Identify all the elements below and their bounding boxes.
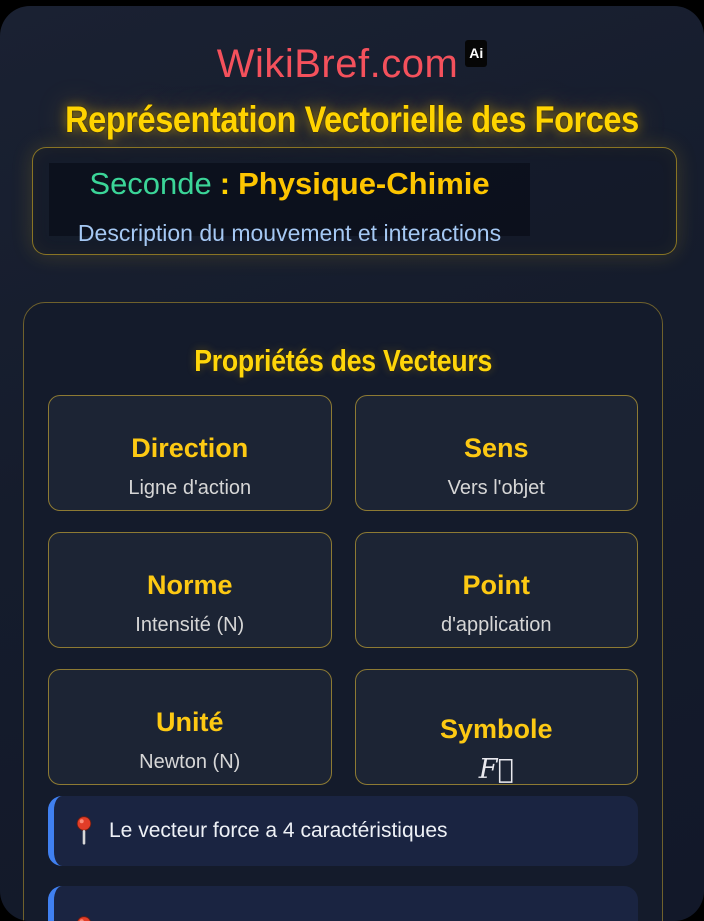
course-info-box xyxy=(32,147,677,255)
note-characteristics xyxy=(48,796,638,866)
property-subtitle: Intensité (N) xyxy=(135,613,245,636)
property-subtitle: Vers l'objet xyxy=(447,476,545,499)
property-title: Symbole xyxy=(439,713,553,744)
property-card-symbole xyxy=(355,669,639,785)
course-level-line xyxy=(49,166,530,202)
property-card-unite xyxy=(48,669,332,785)
property-subtitle: d'application xyxy=(440,613,552,636)
course-subject: Physique-Chimie xyxy=(238,166,490,201)
property-card-sens xyxy=(355,395,639,511)
property-title: Norme xyxy=(146,569,233,600)
property-card-norme xyxy=(48,532,332,648)
properties-section xyxy=(23,302,663,921)
course-separator: : xyxy=(219,166,231,201)
site-logo-text: WikiBref.com xyxy=(216,42,459,86)
ai-badge: Ai xyxy=(465,40,487,67)
property-title: Unité xyxy=(156,706,224,737)
page-title: Représentation Vectorielle des Forces xyxy=(65,99,639,140)
course-description: Description du mouvement et interactions xyxy=(77,220,502,246)
pin-icon xyxy=(76,816,92,847)
header xyxy=(0,6,704,87)
property-card-point xyxy=(355,532,639,648)
force-vector-symbol: F⃗ xyxy=(478,753,514,785)
section-title: Propriétés des Vecteurs xyxy=(194,343,492,378)
properties-grid xyxy=(48,395,638,785)
notes-list xyxy=(48,796,638,921)
note-second xyxy=(48,886,638,921)
property-subtitle: Ligne d'action xyxy=(128,476,252,499)
property-card-direction xyxy=(48,395,332,511)
property-title: Direction xyxy=(131,432,249,463)
page-background xyxy=(0,6,704,921)
property-title: Point xyxy=(462,569,530,600)
page-title-row xyxy=(0,99,704,141)
course-level: Seconde xyxy=(89,166,212,201)
property-title: Sens xyxy=(463,432,529,463)
note-text: Le vecteur force a 4 caractéristiques xyxy=(109,819,448,842)
section-title-row xyxy=(48,343,638,379)
property-subtitle: Newton (N) xyxy=(139,750,241,773)
pin-icon xyxy=(76,916,92,921)
